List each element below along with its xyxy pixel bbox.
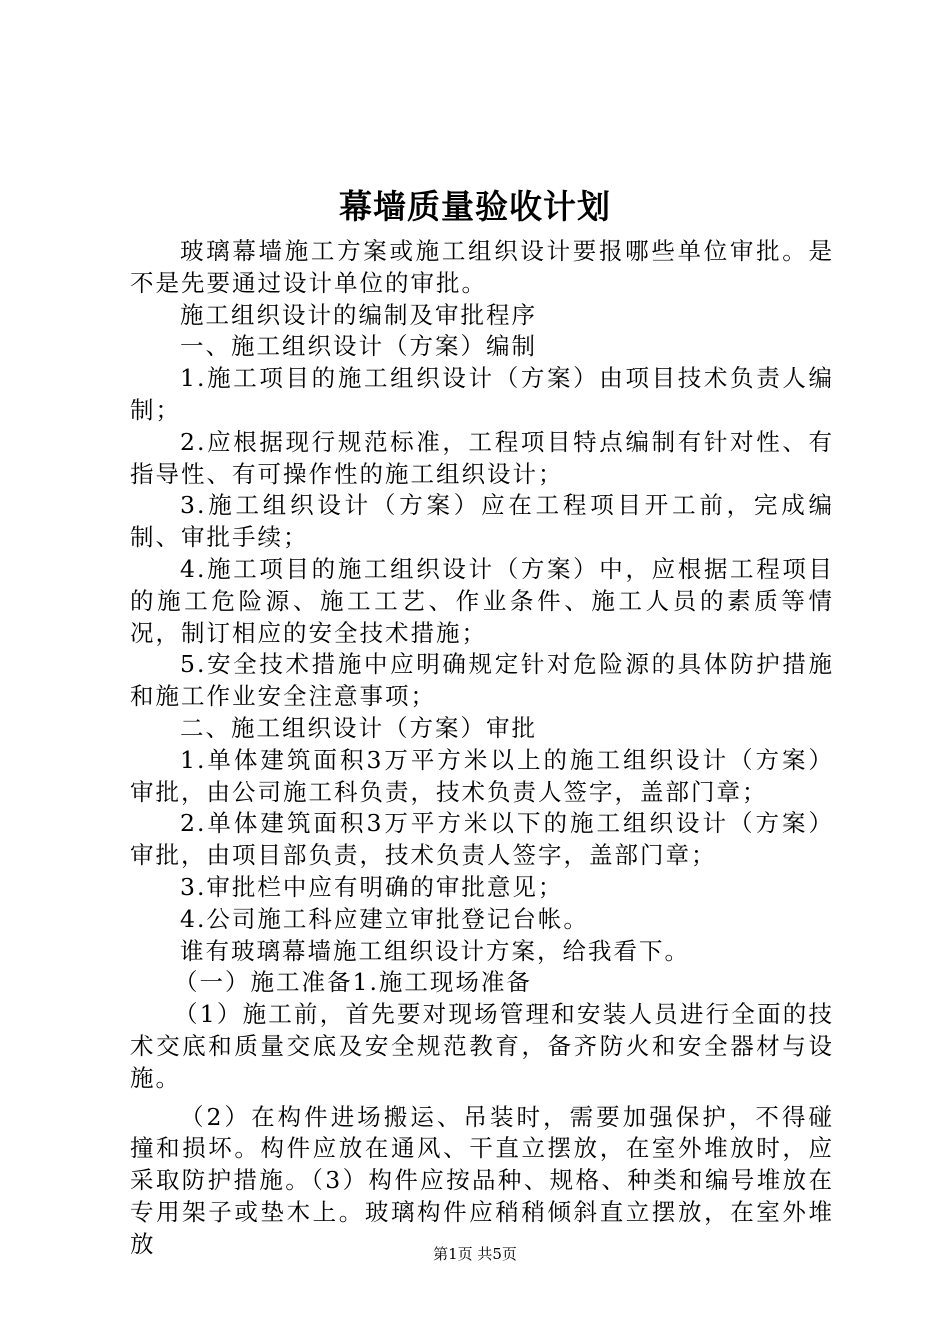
paragraph: 3.审批栏中应有明确的审批意见； <box>180 872 564 901</box>
page-footer: 第1页 共5页 <box>433 1245 517 1263</box>
paragraph: 玻璃幕墙施工方案或施工组织设计要报哪些单位审批。是不是先要通过设计单位的审批。 <box>130 237 834 297</box>
section-heading: 二、施工组织设计（方案）审批 <box>180 713 537 742</box>
section-heading: 一、施工组织设计（方案）编制 <box>180 332 537 361</box>
paragraph: 2.应根据现行规范标准，工程项目特点编制有针对性、有指导性、有可操作性的施工组织设计； <box>130 427 834 488</box>
paragraph: 5.安全技术措施中应明确规定针对危险源的具体防护措施和施工作业安全注意事项； <box>130 650 834 711</box>
paragraph: 4.公司施工科应建立审批登记台帐。 <box>180 904 589 933</box>
paragraph: 施工组织设计的编制及审批程序 <box>180 300 537 329</box>
paragraph: （2）在构件进场搬运、吊装时，需要加强保护，不得碰撞和损坏。构件应放在通风、干直立摆放，在室外堆放时，应采取防护措施。（3）构件应按品种、规格、种类和编号堆放在专用架子或垫木上。玻璃构件应稍稍倾斜直立摆放，在室外堆放 <box>130 1102 834 1258</box>
document-title: 幕墙质量验收计划 <box>339 187 611 226</box>
paragraph: 2.单体建筑面积3万平方米以下的施工组织设计（方案）审批，由项目部负责，技术负责人签字，盖部门章； <box>130 809 834 870</box>
paragraph: 谁有玻璃幕墙施工组织设计方案，给我看下。 <box>180 936 690 965</box>
paragraph: （一）施工准备1.施工现场准备 <box>174 968 532 997</box>
paragraph: 1.单体建筑面积3万平方米以上的施工组织设计（方案）审批，由公司施工科负责，技术负责人签字，盖部门章； <box>130 745 834 806</box>
paragraph: （1）施工前，首先要对现场管理和安装人员进行全面的技术交底和质量交底及安全规范教育，备齐防火和安全器材与设施。 <box>130 1000 834 1092</box>
document-body <box>130 236 834 1261</box>
paragraph: 4.施工项目的施工组织设计（方案）中，应根据工程项目的施工危险源、施工工艺、作业条件、施工人员的素质等情况，制订相应的安全技术措施； <box>130 554 834 647</box>
paragraph: 3.施工组织设计（方案）应在工程项目开工前，完成编制、审批手续； <box>130 491 834 552</box>
paragraph: 1.施工项目的施工组织设计（方案）由项目技术负责人编制； <box>130 364 834 424</box>
